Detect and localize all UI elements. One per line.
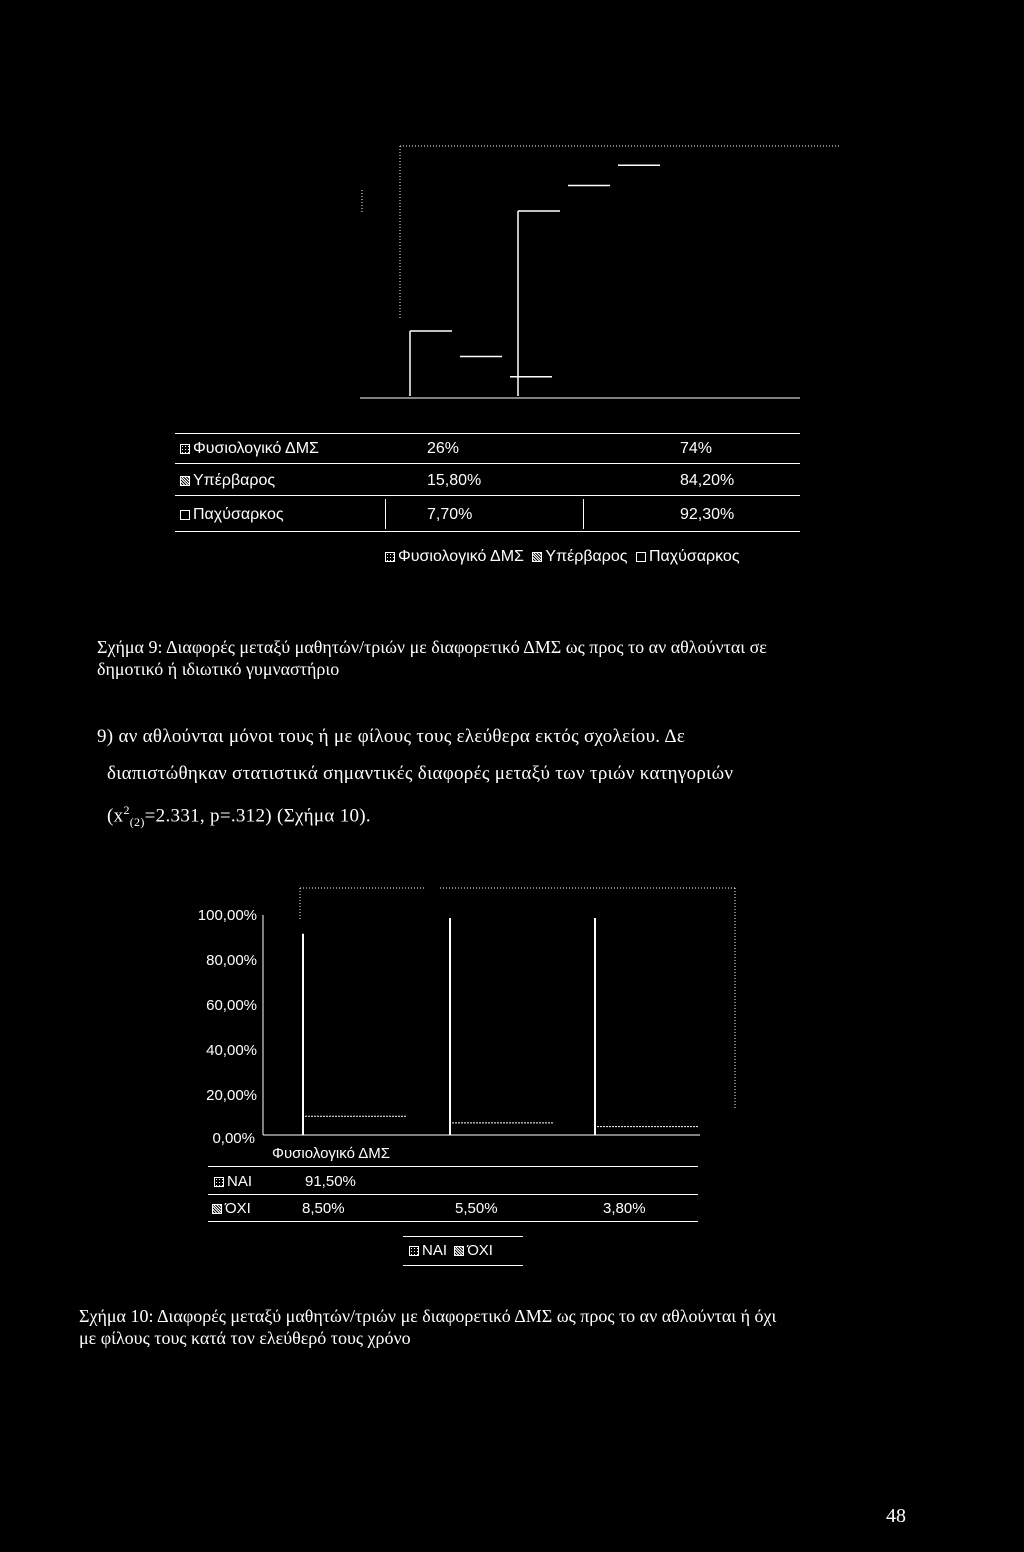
figure10-plot-frame: [263, 888, 735, 1135]
legend-swatch-icon: [454, 1246, 464, 1256]
formula-prefix: (x: [107, 805, 124, 827]
legend-label: ΌΧΙ: [467, 1242, 493, 1259]
legend-swatch-icon: [180, 476, 190, 486]
y-tick-label: 0,00%: [212, 1130, 255, 1147]
row-label: ΌΧΙ: [225, 1200, 251, 1217]
cell-value: 84,20%: [680, 472, 735, 489]
paragraph-line: διαπιστώθηκαν στατιστικά σημαντικές διαφορές μεταξύ των τριών κατηγοριών: [107, 763, 734, 784]
table-row-label: [214, 1173, 252, 1190]
legend-label: ΝΑΙ: [422, 1242, 448, 1259]
cell-value: 5,50%: [455, 1200, 498, 1217]
figure10-legend: [403, 1236, 523, 1266]
cell-value: 26%: [427, 440, 460, 457]
cell-value: 8,50%: [302, 1200, 345, 1217]
formula-text: =2.331, p=.312) (Σχήμα 10).: [144, 805, 371, 827]
legend-label: Παχύσαρκος: [648, 548, 740, 565]
figure9-plot-frame: [360, 146, 840, 398]
y-tick-label: 100,00%: [197, 907, 257, 924]
figure10-chart: [0, 880, 1024, 1140]
y-tick-label: 20,00%: [206, 1087, 257, 1104]
formula-subscript: (2): [129, 815, 145, 830]
legend-swatch-icon: [636, 552, 646, 562]
figure9-caption: [97, 636, 767, 680]
formula-superscript: 2: [123, 803, 130, 817]
paragraph-line: [97, 792, 733, 841]
y-tick-label: 60,00%: [206, 997, 257, 1014]
figure9-legend: [385, 548, 740, 566]
cell-value: 3,80%: [603, 1200, 646, 1217]
legend-swatch-icon: [385, 552, 395, 562]
cell-value: 74%: [680, 440, 713, 457]
row-label: Φυσιολογικό ΔΜΣ: [193, 440, 319, 457]
legend-swatch-icon: [180, 510, 190, 520]
caption-line: δημοτικό ή ιδιωτικό γυμναστήριο: [97, 659, 340, 679]
y-tick-label: 40,00%: [206, 1042, 257, 1059]
cell-value: 7,70%: [427, 506, 473, 523]
table-row: [175, 503, 800, 529]
legend-swatch-icon: [180, 444, 190, 454]
caption-line: με φίλους τους κατά τον ελεύθερό τους χρόνο: [79, 1328, 411, 1348]
row-label: Υπέρβαρος: [193, 472, 276, 489]
cell-value: 92,30%: [680, 506, 735, 523]
cell-value: 15,80%: [427, 472, 482, 489]
legend-swatch-icon: [532, 552, 542, 562]
paragraph-line: 9) αν αθλούνται μόνοι τους ή με φίλους τους ελεύθερα εκτός σχολείου. Δε: [97, 726, 686, 747]
legend-label: Φυσιολογικό ΔΜΣ: [398, 548, 524, 565]
legend-swatch-icon: [212, 1204, 222, 1214]
table-row-label: [212, 1200, 251, 1217]
figure10-caption: [79, 1305, 776, 1349]
row-label: ΝΑΙ: [227, 1173, 253, 1190]
figure9-chart: [0, 0, 1024, 420]
legend-swatch-icon: [214, 1177, 224, 1187]
caption-line: Σχήμα 10: Διαφορές μεταξύ μαθητών/τριών με διαφορετικό ΔΜΣ ως προς το αν αθλούνται ή όχι: [79, 1306, 777, 1326]
y-tick-label: 80,00%: [206, 952, 257, 969]
legend-swatch-icon: [409, 1246, 419, 1256]
legend-label: Υπέρβαρος: [545, 548, 628, 565]
row-label: Παχύσαρκος: [193, 506, 284, 523]
caption-line: Σχήμα 9: Διαφορές μεταξύ μαθητών/τριών με διαφορετικό ΔΜΣ ως προς το αν αθλούνται σε: [97, 637, 767, 657]
cell-value: 91,50%: [305, 1173, 356, 1190]
table-row: [175, 469, 800, 495]
body-paragraph: [97, 718, 733, 841]
table-row: [175, 437, 800, 463]
category-label: Φυσιολογικό ΔΜΣ: [272, 1145, 391, 1162]
page-number: 48: [886, 1505, 906, 1527]
